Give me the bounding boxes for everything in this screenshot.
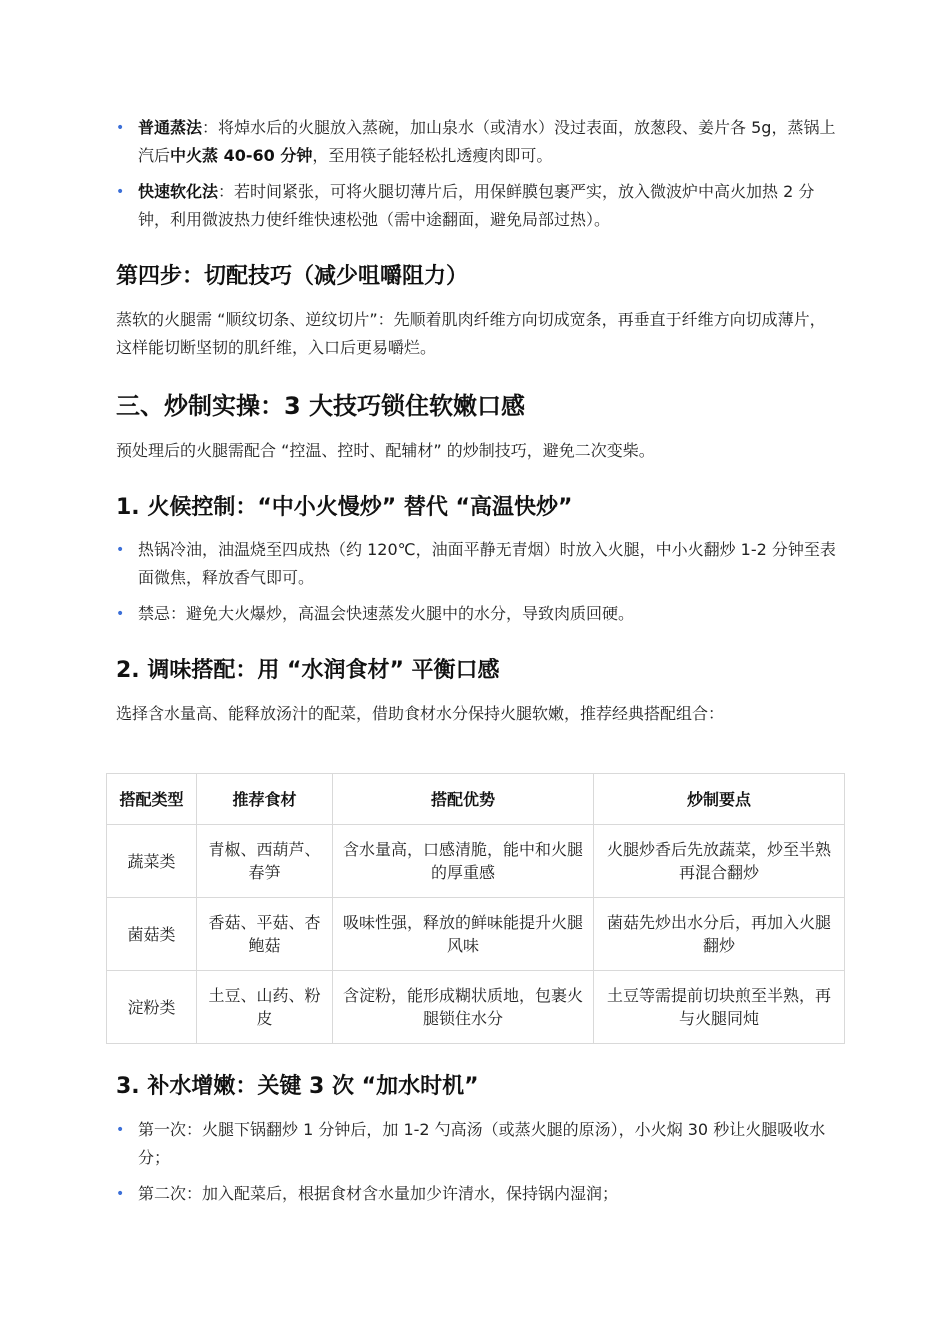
table-cell: 吸味性强，释放的鲜味能提升火腿风味 (333, 898, 594, 971)
tip3-heading: 3. 补水增嫩：关键 3 次 “加水时机” (116, 1074, 479, 1099)
bullet-icon: • (116, 1122, 125, 1138)
table-cell: 菌菇先炒出水分后，再加入火腿翻炒 (594, 898, 845, 971)
bullet-icon: • (116, 542, 125, 558)
heat-control-list (116, 536, 836, 636)
item-text-end: ，至用筷子能轻松扎透瘦肉即可。 (312, 146, 553, 165)
list-item (116, 536, 836, 592)
list-item (116, 1116, 836, 1172)
table-cell: 香菇、平菇、杏鲍菇 (197, 898, 333, 971)
table-cell: 含淀粉，能形成糊状质地，包裹火腿锁住水分 (333, 971, 594, 1044)
bullet-icon: • (116, 184, 125, 200)
tip2-paragraph: 选择含水量高、能释放汤汁的配菜，借助食材水分保持火腿软嫩，推荐经典搭配组合： (116, 704, 725, 723)
pairing-table (106, 773, 845, 1044)
item-text: ：若时间紧张，可将火腿切薄片后，用保鲜膜包裹严实，放入微波炉中高火加热 2 分钟，利用微波热力使纤维快速松弛（需中途翻面，避免局部过热）。 (138, 182, 815, 229)
tip1-heading: 1. 火候控制：“中小火慢炒” 替代 “高温快炒” (116, 495, 573, 520)
table-cell: 火腿炒香后先放蔬菜，炒至半熟再混合翻炒 (594, 825, 845, 898)
item-text: 第二次：加入配菜后，根据食材含水量加少许清水，保持锅内湿润； (138, 1184, 619, 1203)
list-item (116, 600, 836, 628)
section3-paragraph: 预处理后的火腿需配合 “控温、控时、配辅材” 的炒制技巧，避免二次变柴。 (116, 441, 655, 460)
table-row (107, 898, 845, 971)
column-header: 炒制要点 (594, 774, 845, 825)
table-cell: 土豆、山药、粉皮 (197, 971, 333, 1044)
column-header: 搭配类型 (107, 774, 197, 825)
tip2-heading: 2. 调味搭配：用 “水润食材” 平衡口感 (116, 658, 500, 683)
step4-paragraph: 蒸软的火腿需 “顺纹切条、逆纹切片”：先顺着肌肉纤维方向切成宽条，再垂直于纤维方向切成薄片，这样能切断坚韧的肌纤维，入口后更易嚼烂。 (116, 310, 826, 357)
section3-heading: 三、炒制实操：3 大技巧锁住软嫩口感 (116, 392, 526, 420)
table-cell: 淀粉类 (107, 971, 197, 1044)
water-timing-list (116, 1116, 836, 1216)
item-text: 禁忌：避免大火爆炒，高温会快速蒸发火腿中的水分，导致肉质回硬。 (138, 604, 635, 623)
table-row (107, 971, 845, 1044)
item-emphasis: 中火蒸 40-60 分钟 (170, 146, 313, 165)
table-row (107, 825, 845, 898)
list-item (116, 178, 836, 234)
column-header: 搭配优势 (333, 774, 594, 825)
item-text: 第一次：火腿下锅翻炒 1 分钟后，加 1-2 勺高汤（或蒸火腿的原汤），小火焖 30 秒让火腿吸收水分； (138, 1120, 826, 1167)
list-item (116, 114, 836, 170)
bullet-icon: • (116, 1186, 125, 1202)
bullet-icon: • (116, 606, 125, 622)
table-cell: 含水量高，口感清脆，能中和火腿的厚重感 (333, 825, 594, 898)
table-cell: 土豆等需提前切块煎至半熟，再与火腿同炖 (594, 971, 845, 1044)
table-cell: 蔬菜类 (107, 825, 197, 898)
item-text: ：将焯水后的火腿放入蒸碗，加山泉水（或清水）没过表面，放葱段、姜片各 5g，蒸锅上汽后 (138, 118, 836, 165)
item-text: 热锅冷油，油温烧至四成热（约 120℃，油面平静无青烟）时放入火腿，中小火翻炒 1-2 分钟至表面微焦，释放香气即可。 (138, 540, 836, 587)
item-title: 普通蒸法 (138, 118, 203, 137)
column-header: 推荐食材 (197, 774, 333, 825)
item-title: 快速软化法 (138, 182, 219, 201)
table-cell: 青椒、西葫芦、春笋 (197, 825, 333, 898)
bullet-icon: • (116, 120, 125, 136)
table-cell: 菌菇类 (107, 898, 197, 971)
list-item (116, 1180, 836, 1208)
table-header-row (107, 774, 845, 825)
steaming-methods-list (116, 114, 836, 242)
step4-heading: 第四步：切配技巧（减少咀嚼阻力） (116, 264, 469, 289)
